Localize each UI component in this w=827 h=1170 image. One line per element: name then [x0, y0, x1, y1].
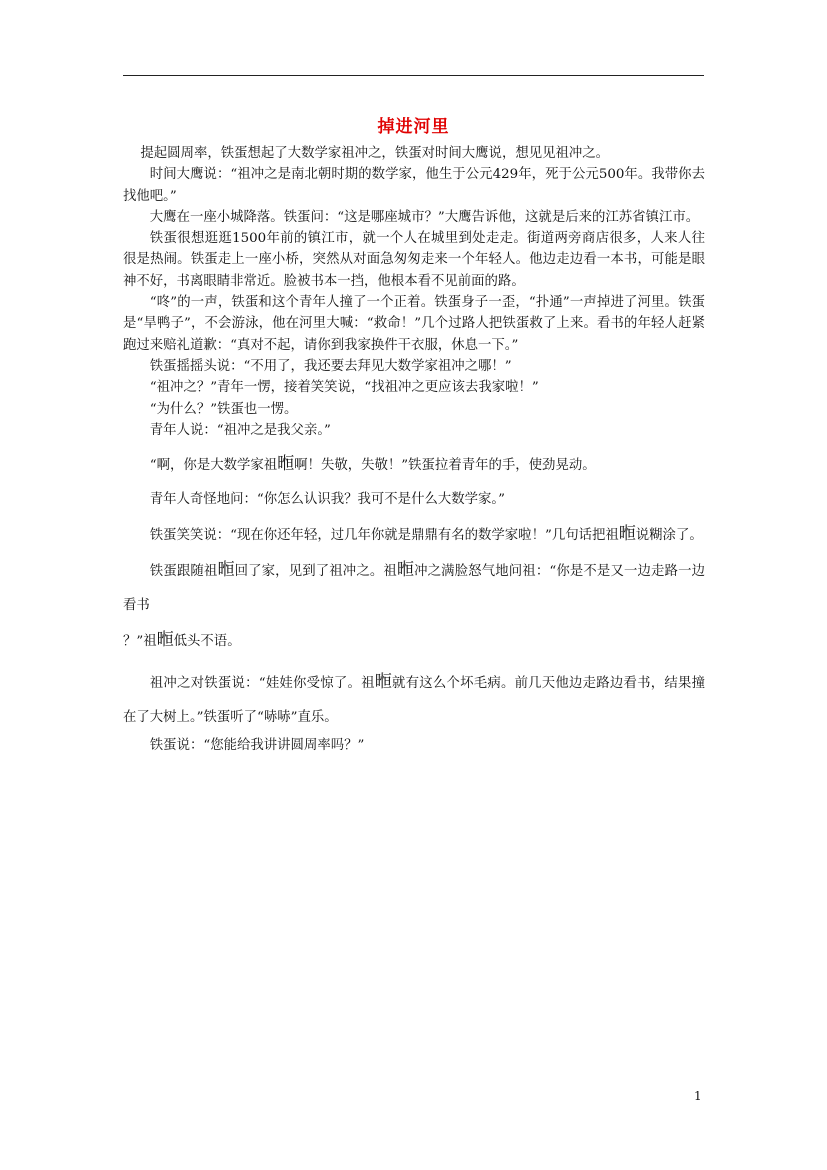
paragraph-11: 青年人奇怪地问：“你怎么认识我？我可不是什么大数学家。”	[149, 492, 505, 508]
enlarged-glyph: 暅	[396, 560, 415, 581]
text-run: 铁蛋跟随祖	[149, 564, 218, 580]
paragraph-4: 铁蛋很想逛逛1500年前的镇江市，就一个人在城里到处走走。街道两旁商店很多，人来人往很是热闹。铁蛋走上一座小桥，突然从对面急匆匆走来一个年轻人。他边走边看一本书，可能是眼神不好，书离眼睛非常近。脸被书本一挡，他根本看不见前面的路。	[123, 231, 705, 289]
enlarged-glyph: 暅	[156, 630, 174, 651]
text-run: 啊！失敬，失敬！”铁蛋拉着青年的手，使劲晃动。	[294, 458, 596, 474]
text-run: 回了家，见到了祖冲之。祖	[234, 564, 397, 580]
page-title: 掉进河里	[377, 117, 450, 137]
text-run: 冲之满脸怒气地问祖：“你是不是又一边走路一边看书	[123, 564, 705, 614]
enlarged-glyph: 暅	[217, 560, 235, 581]
paragraph-16: 铁蛋说：“您能给我讲讲圆周率吗？”	[149, 738, 365, 754]
text-run: 低头不语。	[173, 634, 241, 650]
paragraph-5: “咚”的一声，铁蛋和这个青年人撞了一个正着。铁蛋身子一歪，“扑通”一声掉进了河里。铁蛋是“旱鸭子”，不会游泳，他在河里大喊：“救命！”几个过路人把铁蛋救了上来。看书的年轻人赶紧跑过来赔礼道歉：“真对不起，请你到我家换件干衣服，休息一下。”	[123, 295, 705, 353]
enlarged-glyph: 暅	[277, 454, 295, 475]
paragraph-3: 大鹰在一座小城降落。铁蛋问：“这是哪座城市？”大鹰告诉他，这就是后来的江苏省镇江市。	[149, 209, 700, 225]
paragraph-14	[123, 623, 705, 659]
text-run: “啊，你是大数学家祖	[149, 458, 278, 474]
paragraph-9: 青年人说：“祖冲之是我父亲。”	[149, 422, 331, 438]
paragraph-15	[123, 665, 705, 735]
paragraph-10	[123, 447, 705, 483]
enlarged-glyph: 暅	[618, 524, 636, 545]
text-run: 祖冲之对铁蛋说：“娃娃你受惊了。祖	[149, 676, 375, 692]
text-run: ？”祖	[123, 634, 157, 650]
paragraph-6: 铁蛋摇摇头说：“不用了，我还要去拜见大数学家祖冲之哪！”	[149, 358, 512, 374]
paragraph-12	[123, 517, 705, 553]
header-rule	[123, 75, 704, 76]
document-body	[123, 143, 705, 756]
page-number: 1	[694, 1089, 702, 1103]
text-run: 说糊涂了。	[635, 528, 703, 544]
paragraph-1: 提起圆周率，铁蛋想起了大数学家祖冲之，铁蛋对时间大鹰说，想见见祖冲之。	[140, 146, 610, 161]
paragraph-2: 时间大鹰说：“祖冲之是南北朝时期的数学家，他生于公元429年，死于公元500年。我带你去找他吧。”	[123, 167, 705, 204]
paragraph-8: “为什么？”铁蛋也一愣。	[149, 401, 298, 417]
text-run: 铁蛋笑笑说：“现在你还年轻，过几年你就是鼎鼎有名的数学家啦！”几句话把祖	[149, 528, 619, 544]
text-run: 就有这么个坏毛病。前几天他边走路边看书，结果撞在了大树上。”铁蛋听了“哧哧”直乐。	[123, 676, 705, 726]
paragraph-13	[123, 553, 705, 623]
paragraph-7: “祖冲之？”青年一愣，接着笑笑说，“找祖冲之更应该去我家啦！”	[149, 380, 539, 396]
enlarged-glyph: 暅	[374, 672, 392, 693]
